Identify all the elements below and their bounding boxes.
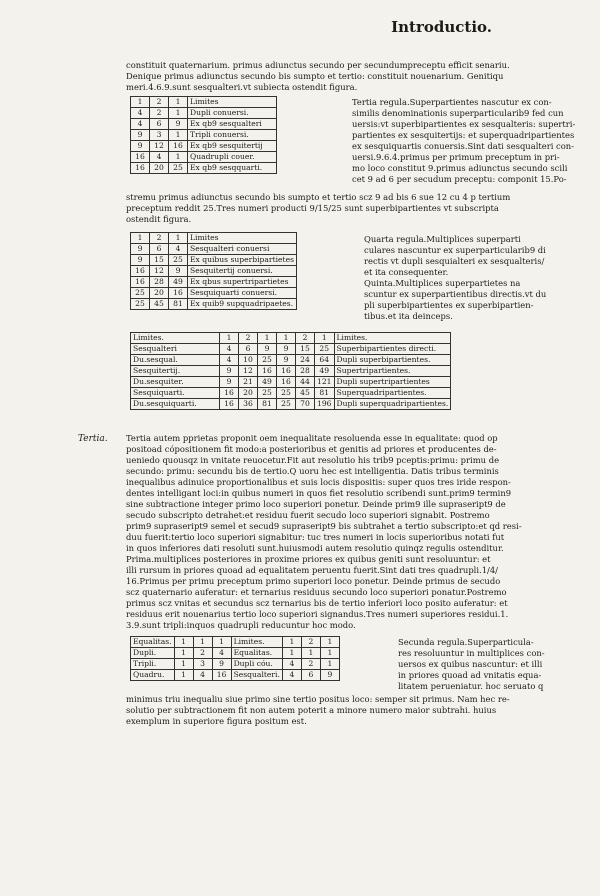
running-head: Introductio.	[391, 18, 492, 36]
text-line: scuntur ex superpartientibus directis.vt du	[364, 289, 547, 299]
text-line: exemplum in superiore figura positum est.	[126, 716, 307, 726]
text-line: primus scz vnitas et secundus scz ternarius bis de tertio inferiori loco posito auferatur: et	[126, 598, 508, 608]
table-row: 9 6 4 Sesqualteri conuersi	[131, 244, 297, 255]
text-line: uersis:vt superbipartientes ex sesqualteris: supertri-	[352, 119, 576, 129]
table-row: Sesquitertij. 9 12 16 16 28 49 Supertripartientes.	[131, 366, 451, 377]
text-line: cet 9 ad 6 per secudum preceptu: componit 15.Po-	[352, 174, 567, 184]
text-line: illi rursum in priores quoad ad equalitatem peruentu fuerit.Sint dati tres quadrupli.1/4/	[126, 565, 499, 575]
text-line: dentes intelligant loci:in quibus numeri in quos fiet resolutio scribendi sunt.prim9 termin9	[126, 488, 512, 498]
table-row: 16 28 49 Ex qbus supertripartietes	[131, 277, 297, 288]
text-line: inequalibus adinuice proportionalibus et suis locis dispositis: super quos tres iride respon-	[126, 477, 511, 487]
text-line: Tertia regula.Superpartientes nascutur ex con-	[352, 97, 552, 107]
table-row: 4 2 1 Dupli conuersi.	[131, 108, 277, 119]
margin-note: Tertia.	[78, 434, 108, 444]
text-line: meri.4.6.9.sunt sesqualteri.vt subiecta ostendit figura.	[126, 82, 358, 92]
text-line: constituit quaternarium. primus adiunctus secundo per secundumpreceptu efficit senariu.	[126, 60, 510, 70]
text-line: ueniedo quousqz in vnitate reuocetur.Fit aut resolutio his trib9 pceptis:primu: primu de	[126, 455, 500, 465]
table-row: Du.sesqual. 4 10 25 9 24 64 Dupli superbipartientes.	[131, 355, 451, 366]
table-row: Sesqualteri 4 6 9 9 15 25 Superbipartientes directi.	[131, 344, 451, 355]
table-row: Dupli. 1 2 4 Equalitas. 1 1 1	[131, 648, 340, 659]
text-line: ostendit figura.	[126, 214, 192, 224]
text-line: tibus.et ita deinceps.	[364, 311, 453, 321]
text-line: 16.Primus per primu preceptum primo superiori loco ponetur. Deinde primus de secudo	[126, 576, 501, 586]
text-line: in quos inferiores dati resoluti sunt.huiusmodi autem resolutio quinqz regulis ostenditur.	[126, 543, 504, 553]
table-1	[130, 96, 277, 174]
text-line: partientes ex sesquitertijs: et superquadripartientes	[352, 130, 575, 140]
text-line: secudo subscripto detrahet:et residuu fuerit secudo loco superiori signabit. Postremo	[126, 510, 490, 520]
text-line: ex sesquiquartis conuersis.Sint dati sesqualteri con-	[352, 141, 574, 151]
text-line: in priores quoad ad vnitatis equa-	[398, 670, 542, 680]
table-row: Equalitas. 1 1 1 Limites. 1 2 1	[131, 637, 340, 648]
text-line: Prima.multiplices posteriores in proxime priores ex quibus geniti sunt resoluuntur: et	[126, 554, 491, 564]
text-line: prim9 supraseript9 semel et secud9 supraseript9 bis subtrahet a tertio subscripto:et qd resi-	[126, 521, 522, 531]
text-line: secundo: primu: secundu bis de tertio.Q uoru hec est intelligentia. Datis tribus terminis	[126, 466, 499, 476]
text-line: culares nascuntur ex superparticularib9 di	[364, 245, 546, 255]
table-row: 1 2 1 Limites	[131, 97, 277, 108]
text-line: similis denominationis superparticularib9 fed cun	[352, 108, 564, 118]
text-line: minimus triu inequaliu siue primo sine tertio positus loco: semper sit primus. Nam hec re-	[126, 694, 510, 704]
text-line: Tertia autem pprietas proponit oem inequalitate resoluenda esse in equalitate: quod op	[126, 433, 498, 443]
text-line: mo loco constitut 9.primus adiunctus secundo scili	[352, 163, 568, 173]
text-line: litatem perueniatur. hoc seruato q	[398, 681, 544, 691]
table-row: 1 2 1 Limites	[131, 233, 297, 244]
text-line: Quarta regula.Multiplices superparti	[364, 234, 521, 244]
text-line: stremu primus adiunctus secundo bis sumpto et tertio scz 9 ad bis 6 sue 12 cu 4 p tertium	[126, 192, 511, 202]
text-line: solutio per subtractionem fit non autem poterit a minore numero maior subtrahi. huius	[126, 705, 497, 715]
table-4	[130, 636, 340, 681]
text-line: sine subtractione integer primo loco superiori ponetur. Deinde prim9 ille supraseript9 de	[126, 499, 506, 509]
text-line: Secunda regula.Superparticula-	[398, 637, 534, 647]
table-row: 16 12 9 Sesquitertij conuersi.	[131, 266, 297, 277]
text-line: preceptum reddit 25.Tres numeri producti 9/15/25 sunt superbipartientes vt subscripta	[126, 203, 499, 213]
table-row: 25 45 81 Ex quib9 supquadripaetes.	[131, 299, 297, 310]
table-row: 9 12 16 Ex qb9 sesquitertij	[131, 141, 277, 152]
text-line: residuus erit nouenarius tertio loco superiori signandus.Tres numeri superiores residui.1.	[126, 609, 509, 619]
text-line: duu fuerit:tertio loco superiori signabitur: tuc tres numeri in locis superioribus notati fut	[126, 532, 505, 542]
text-line: res resoluuntur in multiplices con-	[398, 648, 545, 658]
table-row: Tripli. 1 3 9 Dupli cóu. 4 2 1	[131, 659, 340, 670]
table-row: 25 20 16 Sesquiquarti conuersi.	[131, 288, 297, 299]
table-row: 9 15 25 Ex quibus superbipartietes	[131, 255, 297, 266]
table-row: Limites. 1 2 1 1 2 1 Limites.	[131, 333, 451, 344]
text-line: Quinta.Multiplices superpartietes na	[364, 278, 521, 288]
text-line: uersi.9.6.4.primus per primum preceptum in pri-	[352, 152, 560, 162]
text-line: Denique primus adiunctus secundo bis sumpto et tertio: constituit nouenarium. Genitiqu	[126, 71, 504, 81]
table-3	[130, 332, 451, 410]
table-row: 16 20 25 Ex qb9 sesqquarti.	[131, 163, 277, 174]
text-line: positoad cópositionem fit modo:a posterioribus et genitis ad priores et producentes de-	[126, 444, 497, 454]
table-row: Du.sesquiter. 9 21 49 16 44 121 Dupli supertripartientes	[131, 377, 451, 388]
table-2	[130, 232, 297, 310]
table-row: Quadru. 1 4 16 Sesqualteri. 4 6 9	[131, 670, 340, 681]
table-row: 16 4 1 Quadrupli couer.	[131, 152, 277, 163]
table-row: Du.sesquiquarti. 16 36 81 25 70 196 Dupli superquadripartientes.	[131, 399, 451, 410]
text-line: pli superbipartientes ex superbipartien-	[364, 300, 534, 310]
text-line: rectis vt dupli sesquialteri ex sesqualteris/	[364, 256, 545, 266]
text-line: uersos ex quibus nascuntur: et illi	[398, 659, 543, 669]
text-line: 3.9.sunt tripli:inquos quadrupli reducuntur hoc modo.	[126, 620, 356, 630]
table-row: 9 3 1 Tripli conuersi.	[131, 130, 277, 141]
table-row: Sesquiquarti. 16 20 25 25 45 81 Superquadripartientes.	[131, 388, 451, 399]
table-row: 4 6 9 Ex qb9 sesqualteri	[131, 119, 277, 130]
text-line: scz quaternario auferatur: et ternarius residuus secundo loco superiori ponatur.Postremo	[126, 587, 507, 597]
text-line: et ita consequenter.	[364, 267, 449, 277]
